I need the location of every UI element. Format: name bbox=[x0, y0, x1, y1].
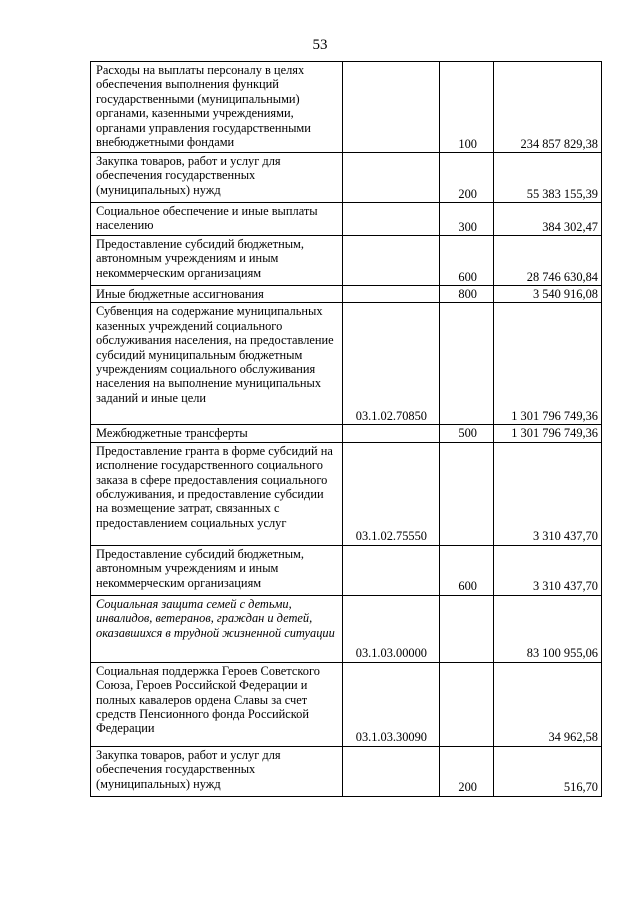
row-type-cell: 600 bbox=[440, 236, 494, 286]
row-type-cell: 200 bbox=[440, 153, 494, 203]
row-sum-cell: 234 857 829,38 bbox=[494, 62, 602, 153]
row-sum-cell: 3 310 437,70 bbox=[494, 442, 602, 545]
row-type-cell: 200 bbox=[440, 746, 494, 796]
row-code-cell bbox=[343, 203, 440, 236]
budget-table bbox=[90, 61, 602, 797]
row-sum-cell: 34 962,58 bbox=[494, 662, 602, 746]
row-code-cell: 03.1.02.75550 bbox=[343, 442, 440, 545]
row-type-cell: 100 bbox=[440, 62, 494, 153]
table-row bbox=[91, 153, 602, 203]
row-name-cell: Социальное обеспечение и иные выплаты населению bbox=[91, 203, 343, 236]
row-name-cell: Социальная защита семей с детьми, инвалидов, ветеранов, граждан и детей, оказавшихся в трудной жизненной ситуации bbox=[91, 595, 343, 662]
row-name-cell: Социальная поддержка Героев Советского Союза, Героев Российской Федерации и полных кавалеров ордена Славы за счет средств Пенсионного фонда Российской Федерации bbox=[91, 662, 343, 746]
row-sum-cell: 516,70 bbox=[494, 746, 602, 796]
row-type-cell: 600 bbox=[440, 545, 494, 595]
row-code-cell bbox=[343, 746, 440, 796]
row-sum-cell: 1 301 796 749,36 bbox=[494, 303, 602, 425]
table-row bbox=[91, 545, 602, 595]
row-name-cell: Межбюджетные трансферты bbox=[91, 425, 343, 442]
row-type-cell: 500 bbox=[440, 425, 494, 442]
row-type-cell bbox=[440, 662, 494, 746]
row-code-cell bbox=[343, 153, 440, 203]
row-code-cell bbox=[343, 236, 440, 286]
row-type-cell bbox=[440, 303, 494, 425]
row-name-cell: Иные бюджетные ассигнования bbox=[91, 286, 343, 303]
row-code-cell: 03.1.02.70850 bbox=[343, 303, 440, 425]
row-name-cell: Закупка товаров, работ и услуг для обеспечения государственных (муниципальных) нужд bbox=[91, 746, 343, 796]
row-sum-cell: 384 302,47 bbox=[494, 203, 602, 236]
table-row bbox=[91, 303, 602, 425]
row-type-cell: 800 bbox=[440, 286, 494, 303]
table-row bbox=[91, 746, 602, 796]
table-row bbox=[91, 662, 602, 746]
row-sum-cell: 55 383 155,39 bbox=[494, 153, 602, 203]
row-code-cell bbox=[343, 62, 440, 153]
row-name-cell: Закупка товаров, работ и услуг для обеспечения государственных (муниципальных) нужд bbox=[91, 153, 343, 203]
row-sum-cell: 28 746 630,84 bbox=[494, 236, 602, 286]
table-row bbox=[91, 62, 602, 153]
row-name-cell: Предоставление субсидий бюджетным, автономным учреждениям и иным некоммерческим организациям bbox=[91, 545, 343, 595]
row-type-cell bbox=[440, 442, 494, 545]
row-sum-cell: 83 100 955,06 bbox=[494, 595, 602, 662]
row-type-cell: 300 bbox=[440, 203, 494, 236]
row-sum-cell: 1 301 796 749,36 bbox=[494, 425, 602, 442]
row-name-cell: Расходы на выплаты персоналу в целях обеспечения выполнения функций государственными (муниципальными) органами, казенными учреждениями, органами управления государственными внебюджетными фондами bbox=[91, 62, 343, 153]
row-code-cell: 03.1.03.30090 bbox=[343, 662, 440, 746]
table-row bbox=[91, 203, 602, 236]
row-name-cell: Предоставление субсидий бюджетным, автономным учреждениям и иным некоммерческим организациям bbox=[91, 236, 343, 286]
table-row bbox=[91, 595, 602, 662]
table-row bbox=[91, 425, 602, 442]
row-sum-cell: 3 540 916,08 bbox=[494, 286, 602, 303]
budget-table-body bbox=[91, 62, 602, 797]
row-type-cell bbox=[440, 595, 494, 662]
row-code-cell: 03.1.03.00000 bbox=[343, 595, 440, 662]
row-code-cell bbox=[343, 545, 440, 595]
row-code-cell bbox=[343, 286, 440, 303]
table-row bbox=[91, 442, 602, 545]
row-name-cell: Субвенция на содержание муниципальных казенных учреждений социального обслуживания населения, на предоставление субсидий муниципальным бюджетным учреждениям социального обслуживания населения на выполнение муниципальных заданий и иные цели bbox=[91, 303, 343, 425]
table-row bbox=[91, 236, 602, 286]
table-row bbox=[91, 286, 602, 303]
row-sum-cell: 3 310 437,70 bbox=[494, 545, 602, 595]
page-number: 53 bbox=[312, 37, 328, 53]
row-code-cell bbox=[343, 425, 440, 442]
row-name-cell: Предоставление гранта в форме субсидий на исполнение государственного социального заказа в сфере предоставления социального обслуживания, и предоставление субсидии на возмещение затрат, связанных с предоставлением социальных услуг bbox=[91, 442, 343, 545]
